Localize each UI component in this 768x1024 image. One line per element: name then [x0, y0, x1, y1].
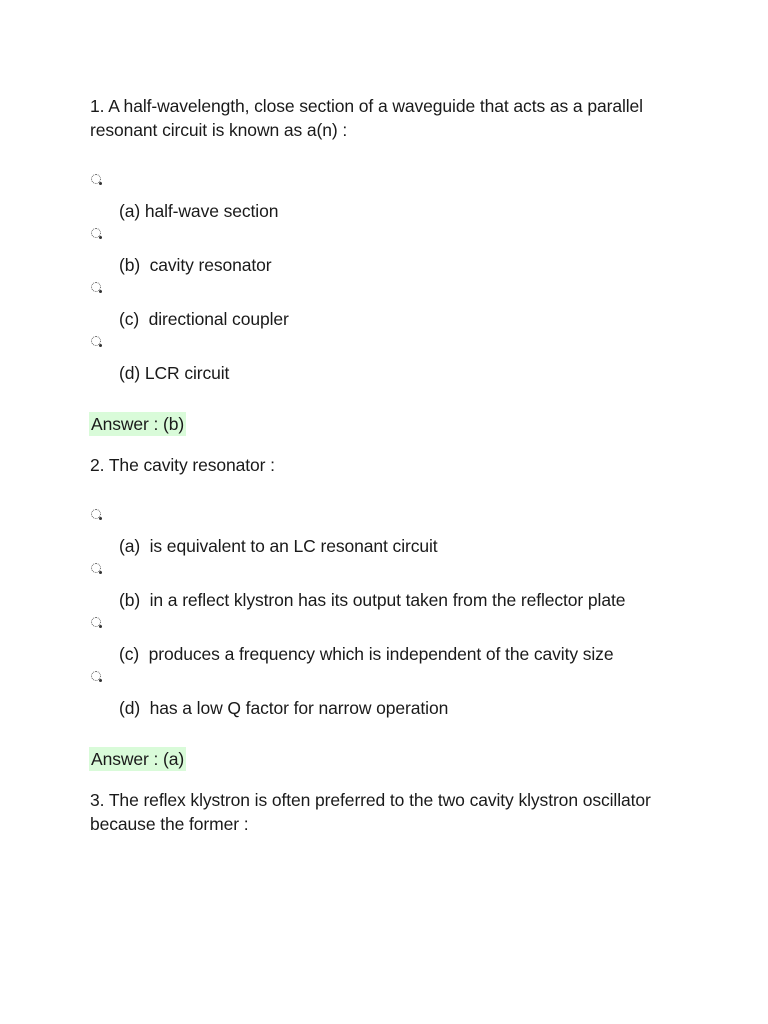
question-2-answer: Answer : (a): [91, 749, 185, 769]
question-1-text: 1. A half-wavelength, close section of a waveguide that acts as a parallel resonant circuit is known as a(n) :: [90, 96, 643, 140]
question-1-radio-b[interactable]: [91, 228, 101, 238]
question-1-option-d: (d) LCR circuit: [119, 363, 230, 383]
question-2-radio-a[interactable]: [91, 509, 101, 519]
question-1-option-a: (a) half-wave section: [119, 201, 279, 221]
question-1-option-c: (c) directional coupler: [119, 309, 289, 329]
question-1-radio-c[interactable]: [91, 282, 101, 292]
question-1-option-b: (b) cavity resonator: [119, 255, 272, 275]
question-2-option-b: (b) in a reflect klystron has its output taken from the reflector plate: [119, 590, 626, 610]
question-3-text: 3. The reflex klystron is often preferred to the two cavity klystron oscillator because the former :: [90, 790, 651, 834]
question-2-radio-b[interactable]: [91, 563, 101, 573]
question-2-text: 2. The cavity resonator :: [90, 455, 275, 475]
question-2-option-a: (a) is equivalent to an LC resonant circuit: [119, 536, 438, 556]
question-1-radio-a[interactable]: [91, 174, 101, 184]
question-2-radio-c[interactable]: [91, 617, 101, 627]
question-1-radio-d[interactable]: [91, 336, 101, 346]
question-2-option-c: (c) produces a frequency which is independent of the cavity size: [119, 644, 614, 664]
question-1-answer: Answer : (b): [91, 414, 185, 434]
question-2-option-d: (d) has a low Q factor for narrow operation: [119, 698, 449, 718]
question-2-radio-d[interactable]: [91, 671, 101, 681]
